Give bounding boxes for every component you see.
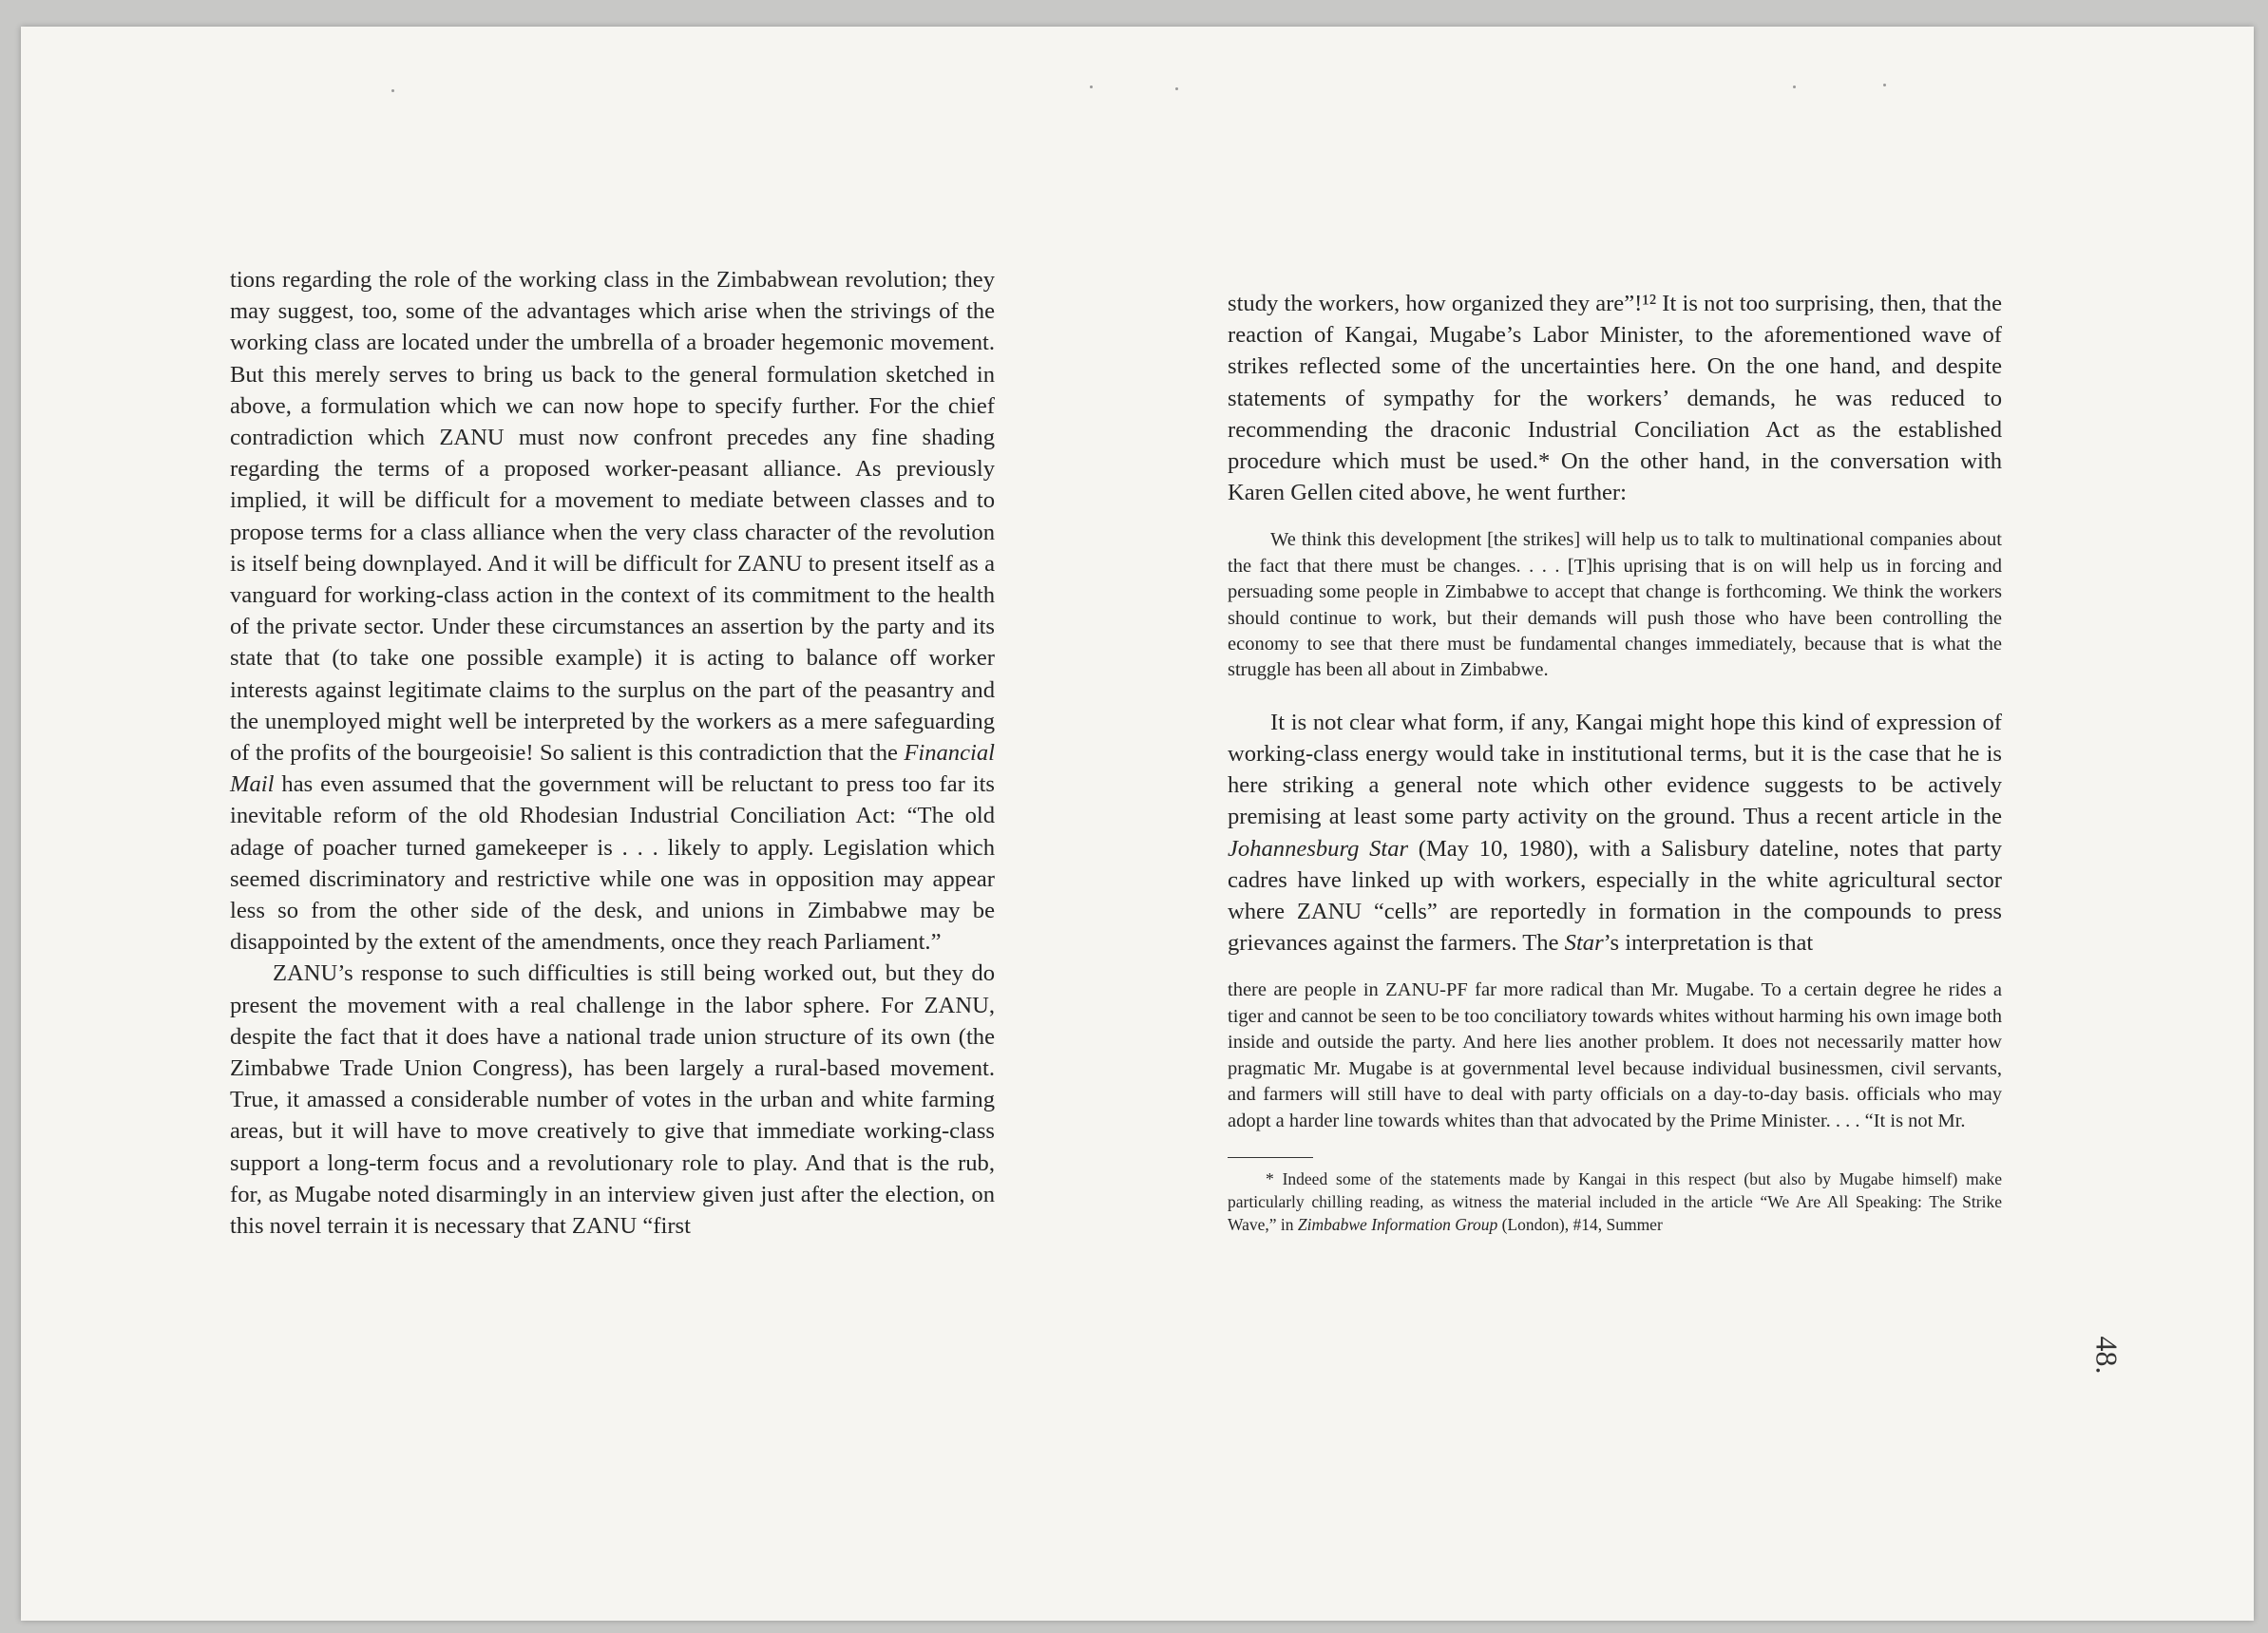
footnote-divider: [1228, 1157, 1313, 1158]
paper-speck: [1090, 85, 1093, 88]
right-column: [1228, 288, 2002, 1236]
paper-speck: [1175, 87, 1178, 90]
right-paragraph-2: It is not clear what form, if any, Kangai might hope this kind of expression of working-class energy would take in institutional terms, but it is the case that he is here striking a general note which other evidence suggests to be actively premising at least some party activity on the ground. Thus a recent article in the Johannesburg Star (May 10, 1980), with a Salisbury dateline, notes that party cadres have linked up with workers, especially in the white agricultural sector where ZANU “cells” are reportedly in formation in the compounds to press grievances against the farmers. The Star’s interpretation is that: [1228, 709, 2002, 957]
paper-speck: [1793, 85, 1796, 88]
left-paragraph-1: tions regarding the role of the working class in the Zimbabwean revolution; they may suggest, too, some of the advantages which arise when the strivings of the working class are located under the umbrella of a broader hegemonic movement. But this merely serves to bring us back to the general formulation sketched in above, a formulation which we can now hope to specify further. For the chief contradiction which ZANU must now confront precedes any fine shading regarding the terms of a proposed worker-peasant alliance. As previously implied, it will be difficult for a movement to mediate between classes and to propose terms for a class alliance when the very class character of the revolution is itself being downplayed. And it will be difficult for ZANU to present itself as a vanguard for working-class action in the context of its commitment to the health of the private sector. Under these circumstances an assertion by the party and its state that (to take one possible example) it is acting to balance off worker interests against legitimate claims to the surplus on the part of the peasantry and the unemployed might well be interpreted by the workers as a mere safeguarding of the profits of the bourgeoisie! So salient is this contradiction that the Financial Mail has even assumed that the government will be reluctant to press too far its inevitable reform of the old Rhodesian Industrial Conciliation Act: “The old adage of poacher turned gamekeeper is . . . likely to apply. Legislation which seemed discriminatory and restrictive while one was in opposition may appear less so from the other side of the desk, and unions in Zimbabwe may be disappointed by the extent of the amendments, once they reach Parliament.”: [230, 267, 995, 956]
left-paragraph-2: ZANU’s response to such difficulties is still being worked out, but they do present the movement with a real challenge in the labor sphere. For ZANU, despite the fact that it does have a national trade union structure of its own (the Zimbabwe Trade Union Congress), has been largely a rural-based movement. True, it amassed a considerable number of votes in the urban and white farming areas, but it will have to move creatively to give that immediate working-class support a long-term focus and a revolutionary role to play. And that is the rub, for, as Mugabe noted disarmingly in an interview given just after the election, on this novel terrain it is necessary that ZANU “first: [230, 960, 995, 1240]
document-page: [21, 27, 2254, 1621]
block-quote-star: there are people in ZANU-PF far more radical than Mr. Mugabe. To a certain degree he rides a tiger and cannot be seen to be too conciliatory towards whites without harming his own image both inside and outside the party. And here lies another problem. It does not necessarily matter how pragmatic Mr. Mugabe is at governmental level because individual businessmen, civil servants, and farmers will still have to deal with party officials on a day-to-day basis. officials who may adopt a harder line towards whites than that advocated by the Prime Minister. . . . “It is not Mr.: [1228, 979, 2002, 1131]
footnote: * Indeed some of the statements made by Kangai in this respect (but also by Mugabe himself) make particularly chilling reading, as witness the material included in the article “We Are All Speaking: The Strike Wave,” in Zimbabwe Information Group (London), #14, Summer: [1228, 1168, 2002, 1234]
page-number: 48.: [2089, 1336, 2125, 1375]
paper-speck: [1883, 84, 1886, 86]
left-column: [230, 264, 995, 1242]
paper-speck: [391, 89, 394, 92]
right-paragraph-1: study the workers, how organized they are”!¹² It is not too surprising, then, that the reaction of Kangai, Mugabe’s Labor Minister, to the aforementioned wave of strikes reflected some of the uncertainties here. On the one hand, and despite statements of sympathy for the workers’ demands, he was reduced to recommending the draconic Industrial Conciliation Act as the established procedure which must be used.* On the other hand, in the conversation with Karen Gellen cited above, he went further:: [1228, 291, 2002, 506]
block-quote-kangai: We think this development [the strikes] will help us to talk to multinational companies about the fact that there must be changes. . . . [T]his uprising that is on will help us in forcing and persuading some people in Zimbabwe to accept that change is forthcoming. We think the workers should continue to work, but their demands will push those who have been controlling the economy to see that there must be fundamental changes immediately, because that is what the struggle has been all about in Zimbabwe.: [1228, 529, 2002, 681]
